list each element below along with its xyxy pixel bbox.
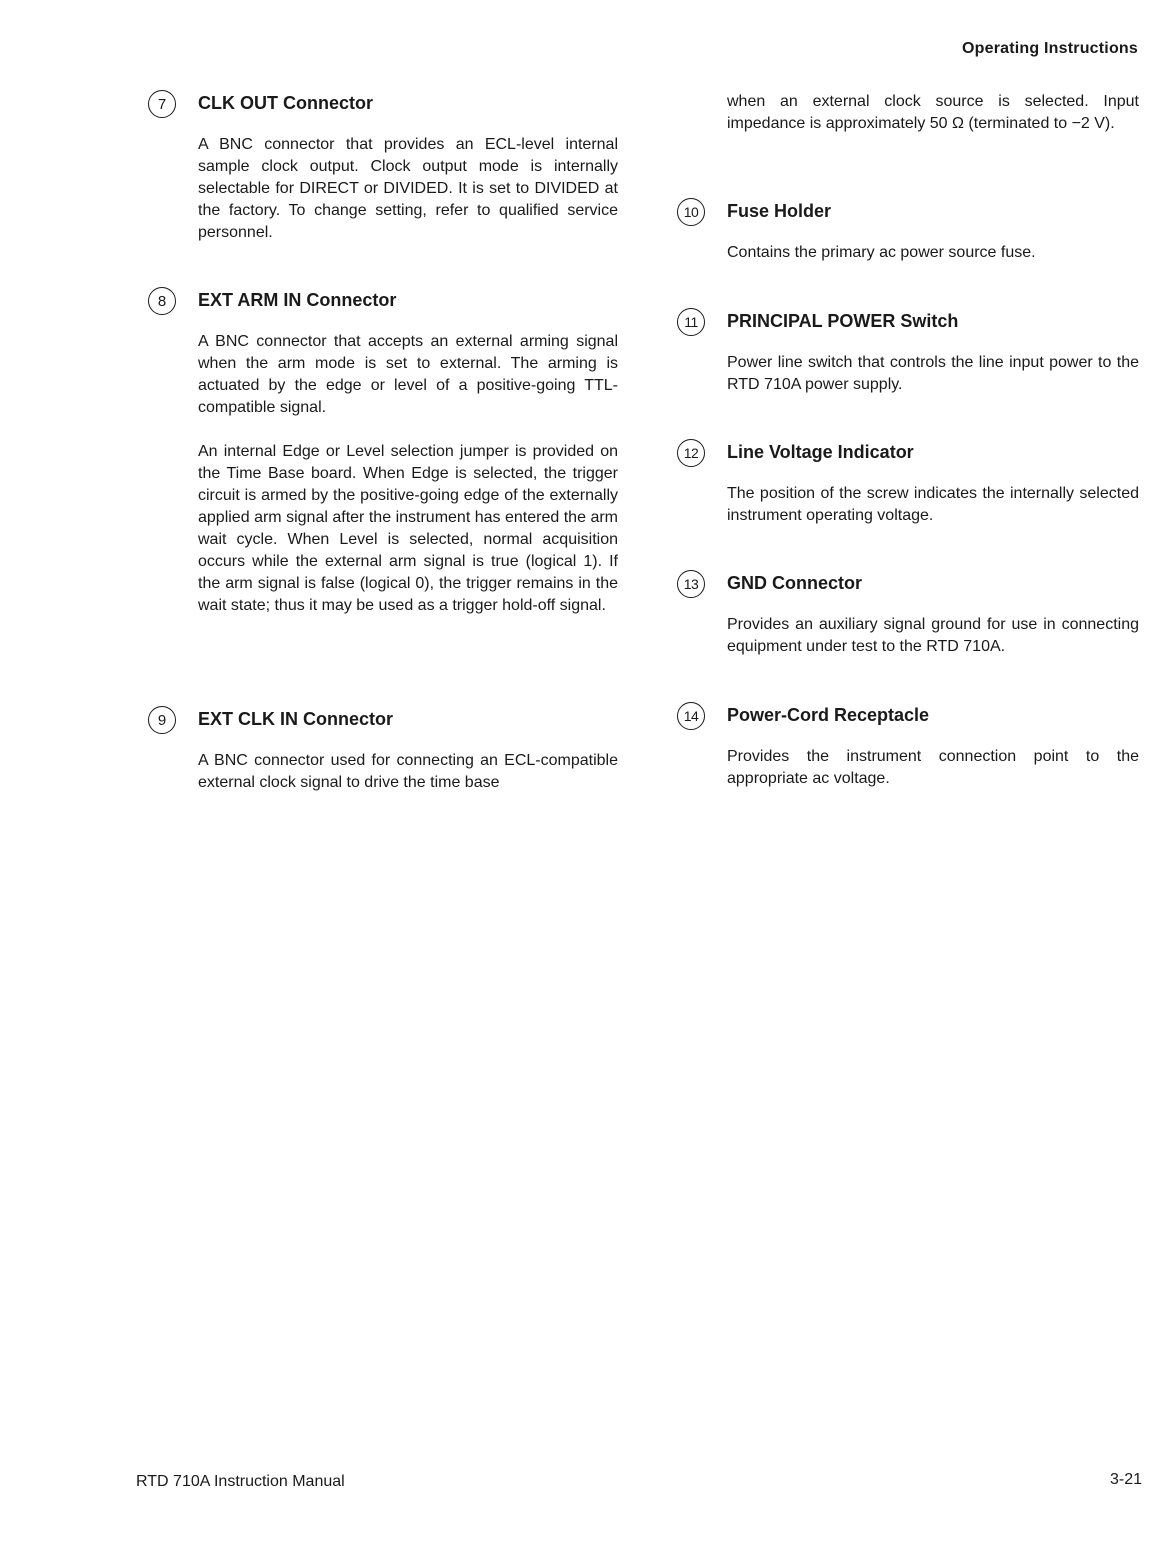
item-gnd-connector <box>677 570 1139 658</box>
item-number-badge: 8 <box>148 287 176 315</box>
item-heading <box>148 90 618 122</box>
item-ext-arm-in <box>148 287 618 617</box>
item-number-badge: 13 <box>677 570 705 598</box>
item-title: CLK OUT Connector <box>198 93 373 113</box>
item-number-badge: 10 <box>677 198 705 226</box>
item-title: Line Voltage Indicator <box>727 442 914 462</box>
item-heading <box>677 570 1139 602</box>
item-number-badge: 7 <box>148 90 176 118</box>
item-paragraph: Contains the primary ac power source fuse. <box>727 244 1036 261</box>
item-title: EXT CLK IN Connector <box>198 709 394 729</box>
item-number-badge: 9 <box>148 706 176 734</box>
item-title: PRINCIPAL POWER Switch <box>727 311 959 331</box>
footer-manual-title: RTD 710A Instruction Manual <box>136 1473 345 1490</box>
item-heading <box>677 308 1139 340</box>
item-title: Power-Cord Receptacle <box>727 705 930 725</box>
item-heading <box>148 287 618 319</box>
item-heading <box>677 702 1139 734</box>
item-title: Fuse Holder <box>727 201 832 221</box>
item-paragraph: A BNC connector that accepts an external arming signal when the arm mode is set to external. The arming is actuated by the edge or level of a positive-going TTL-compatible signal. <box>198 333 618 416</box>
item-paragraph: A BNC connector that provides an ECL-level internal sample clock output. Clock output mode is internally selectable for DIRECT or DIVIDED. It is set to DIVIDED at the factory. To change setting, refer to qualified service personnel. <box>198 136 618 241</box>
item-line-voltage <box>677 439 1139 527</box>
item-clk-out <box>148 90 618 244</box>
item-paragraph: Provides an auxiliary signal ground for use in connecting equipment under test to the RTD 710A. <box>727 616 1139 655</box>
item-heading <box>677 439 1139 471</box>
item-paragraph: Provides the instrument connection point to the appropriate ac voltage. <box>727 748 1139 787</box>
item-title: GND Connector <box>727 573 862 593</box>
item-principal-power <box>677 308 1139 396</box>
item-paragraph: A BNC connector used for connecting an ECL-compatible external clock signal to drive the time base <box>198 752 618 791</box>
item-paragraph: Power line switch that controls the line input power to the RTD 710A power supply. <box>727 354 1139 393</box>
item-fuse-holder <box>677 198 1139 264</box>
item-number-badge: 12 <box>677 439 705 467</box>
item-power-cord <box>677 702 1139 790</box>
continuation-paragraph: when an external clock source is selected. Input impedance is approximately 50 Ω (terminated to −2 V). <box>727 93 1139 132</box>
continued-text <box>677 91 1139 135</box>
item-number-badge: 11 <box>677 308 705 336</box>
item-number-badge: 14 <box>677 702 705 730</box>
item-paragraph: The position of the screw indicates the internally selected instrument operating voltage. <box>727 485 1139 524</box>
page-number: 3-21 <box>1109 1471 1142 1488</box>
item-paragraph: An internal Edge or Level selection jumper is provided on the Time Base board. When Edge is selected, the trigger circuit is armed by the positive-going edge of the externally applied arm signal after the instrument has entered the arm wait cycle. When Level is selected, normal acquisition occurs while the external arm signal is true (logical 1). If the arm signal is false (logical 0), the trigger remains in the wait state; thus it may be used as a trigger hold-off signal. <box>198 443 618 614</box>
item-ext-clk-in <box>148 706 618 794</box>
running-header: Operating Instructions <box>962 40 1138 57</box>
item-title: EXT ARM IN Connector <box>198 290 397 310</box>
item-heading <box>677 198 1139 230</box>
item-heading <box>148 706 618 738</box>
